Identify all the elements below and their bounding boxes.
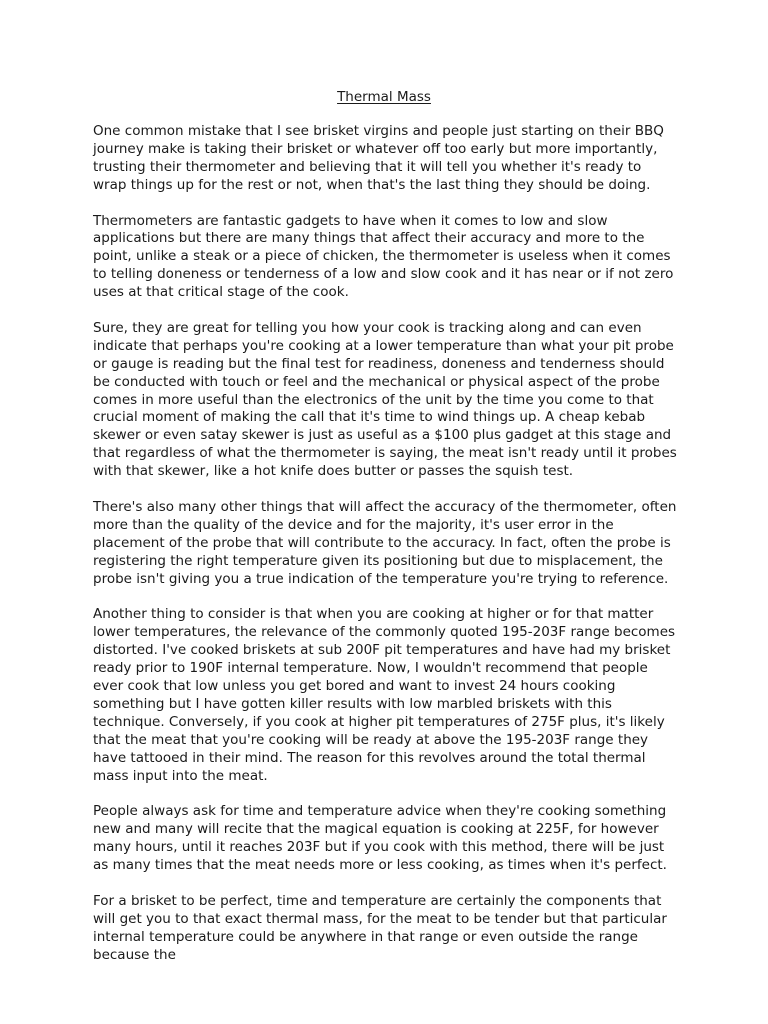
paragraph: Thermometers are fantastic gadgets to have when it comes to low and slow applications but there are many things that affect their accuracy and more to the point, unlike a steak or a piece of chicken, the thermometer is useless when it comes to telling doneness or tenderness of a low and slow cook and it has near or if not zero uses at that critical stage of the cook.	[93, 212, 674, 301]
paragraph: One common mistake that I see brisket virgins and people just starting on their BBQ journey make is taking their brisket or whatever off too early but more importantly, trusting their thermometer and believing that it will tell you whether it's ready to wrap things up for the rest or not, when that's the last thing they should be doing.	[93, 123, 664, 193]
paragraph: Another thing to consider is that when you are cooking at higher or for that matter lower temperatures, the relevance of the commonly quoted 195-203F range becomes distorted. I've cooked briskets at sub 200F pit temperatures and have had my brisket ready prior to 190F internal temperature. Now, I wouldn't recommend that people ever cook that low unless you get bored and want to invest 24 hours cooking something but I have gotten killer results with low marbled briskets with this technique. Conversely, if you cook at higher pit temperatures of 275F plus, it's likely that the meat that you're cooking will be ready at above the 195-203F range they have tattooed in their mind. The reason for this revolves around the total thermal mass input into the meat.	[93, 606, 676, 784]
paragraph: There's also many other things that will affect the accuracy of the thermometer, often more than the quality of the device and for the majority, it's user error in the placement of the probe that will contribute to the accuracy. In fact, often the probe is registering the right temperature given its positioning but due to misplacement, the probe isn't giving you a true indication of the temperature you're trying to reference.	[93, 498, 677, 587]
document-title: Thermal Mass	[337, 89, 431, 105]
document-body	[93, 123, 677, 982]
paragraph: People always ask for time and temperature advice when they're cooking something new and many will recite that the magical equation is cooking at 225F, for however many hours, until it reaches 203F but if you cook with this method, there will be just as many times that the meat needs more or less cooking, as times when it's perfect.	[93, 803, 667, 874]
paragraph: For a brisket to be perfect, time and temperature are certainly the components that will get you to that exact thermal mass, for the meat to be tender but that particular internal temperature could be anywhere in that range or even outside the range because the	[93, 892, 667, 963]
paragraph: Sure, they are great for telling you how your cook is tracking along and can even indicate that perhaps you're cooking at a lower temperature than what your pit probe or gauge is reading but the final test for readiness, doneness and tenderness should be conducted with touch or feel and the mechanical or physical aspect of the probe comes in more useful than the electronics of the unit by the time you come to that crucial moment of making the call that it's time to wind things up. A cheap kebab skewer or even satay skewer is just as useful as a $100 plus gadget at this stage and that regardless of what the thermometer is saying, the meat isn't ready until it probes with that skewer, like a hot knife does butter or passes the squish test.	[93, 319, 677, 480]
